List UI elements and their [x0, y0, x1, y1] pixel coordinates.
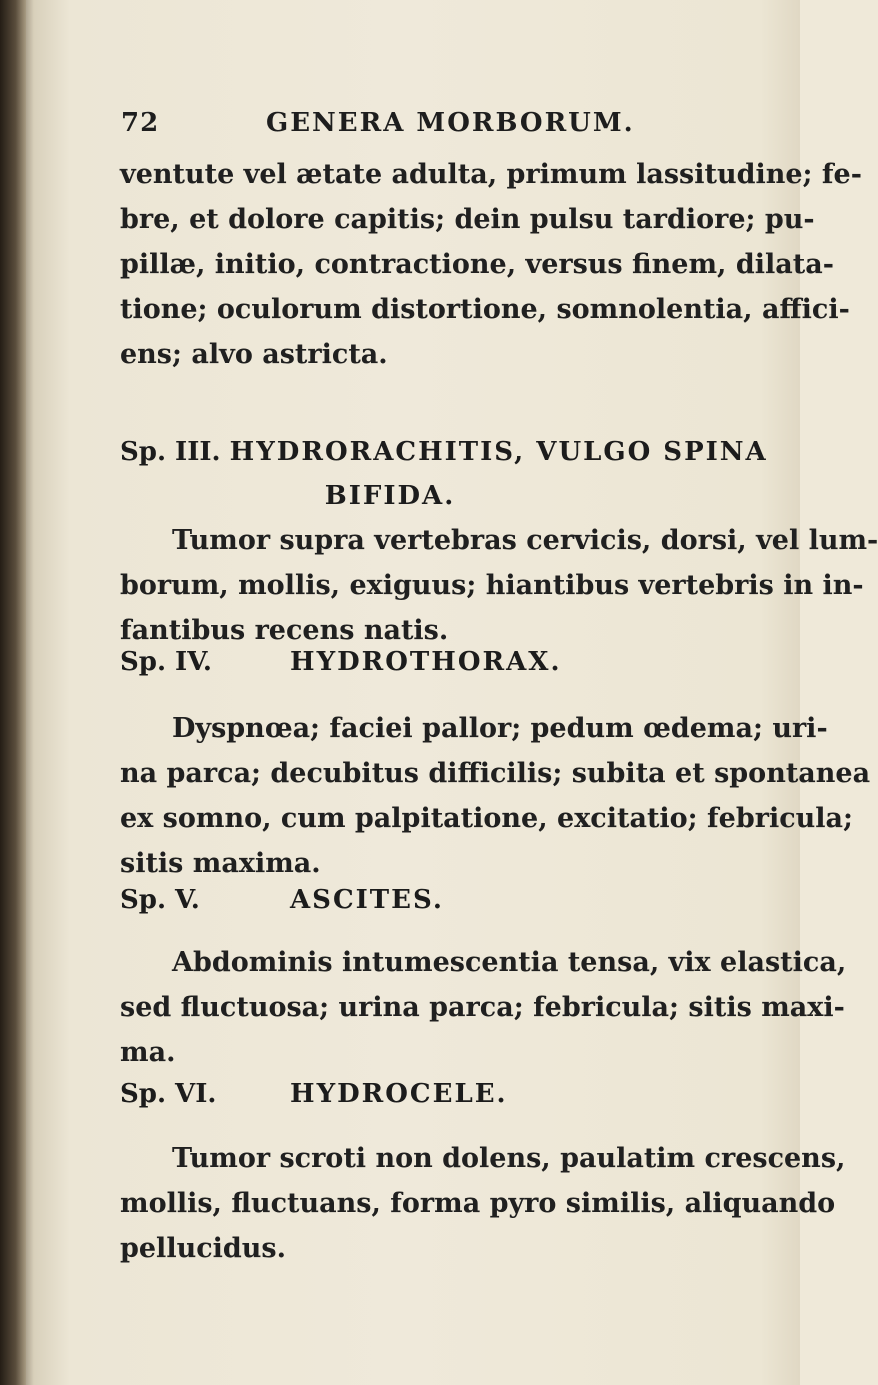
- section-body-sp-v: [120, 940, 847, 1075]
- section-title-continued: BIFIDA.: [324, 481, 456, 511]
- text-line: Tumor scroti non dolens, paulatim crescens,: [172, 1143, 846, 1174]
- text-line: Tumor supra vertebras cervicis, dorsi, vel lum-: [172, 525, 878, 556]
- section-number: Sp. V.: [120, 885, 200, 915]
- text-line: ens; alvo astricta.: [120, 339, 388, 370]
- section-body-sp-vi: [120, 1136, 846, 1271]
- page-number: 72: [121, 108, 160, 138]
- section-number: Sp. III.: [120, 437, 221, 467]
- text-line: mollis, fluctuans, forma pyro similis, aliquando: [120, 1188, 836, 1219]
- section-heading-sp-iv: [120, 640, 562, 684]
- text-line: Dyspnœa; faciei pallor; pedum œdema; uri-: [172, 713, 828, 744]
- text-line: bre, et dolore capitis; dein pulsu tardiore; pu-: [120, 204, 815, 235]
- book-spine-shadow: [0, 0, 26, 1385]
- intro-paragraph: [120, 152, 862, 377]
- running-header: [121, 108, 681, 148]
- text-line: pellucidus.: [120, 1233, 287, 1264]
- section-body-sp-iv: [120, 706, 871, 886]
- text-line: ex somno, cum palpitatione, excitatio; febricula;: [120, 803, 853, 834]
- text-line: na parca; decubitus difficilis; subita et spontanea: [120, 758, 871, 789]
- section-heading-sp-v: [120, 878, 444, 922]
- section-body-sp-iii: [120, 518, 878, 653]
- text-line: tione; oculorum distortione, somnolentia, affici-: [120, 294, 850, 325]
- section-title: HYDROTHORAX.: [290, 647, 562, 677]
- running-title: GENERA MORBORUM.: [266, 108, 635, 138]
- text-line: sitis maxima.: [120, 848, 321, 879]
- text-line: fantibus recens natis.: [120, 615, 449, 646]
- section-number: Sp. IV.: [120, 647, 212, 677]
- text-line: sed fluctuosa; urina parca; febricula; sitis maxi-: [120, 992, 845, 1023]
- text-line: ma.: [120, 1037, 176, 1068]
- section-heading-sp-vi: [120, 1072, 508, 1116]
- text-line: pillæ, initio, contractione, versus finem, dilata-: [120, 249, 834, 280]
- section-title: ASCITES.: [290, 885, 444, 915]
- text-line: borum, mollis, exiguus; hiantibus vertebris in in-: [120, 570, 864, 601]
- text-line: Abdominis intumescentia tensa, vix elastica,: [172, 947, 847, 978]
- section-heading-sp-iii: [120, 430, 768, 518]
- section-title: HYDROCELE.: [290, 1079, 508, 1109]
- section-number: Sp. VI.: [120, 1079, 217, 1109]
- text-line: ventute vel ætate adulta, primum lassitudine; fe-: [120, 159, 862, 190]
- section-title: HYDRORACHITIS, VULGO SPINA: [229, 437, 768, 467]
